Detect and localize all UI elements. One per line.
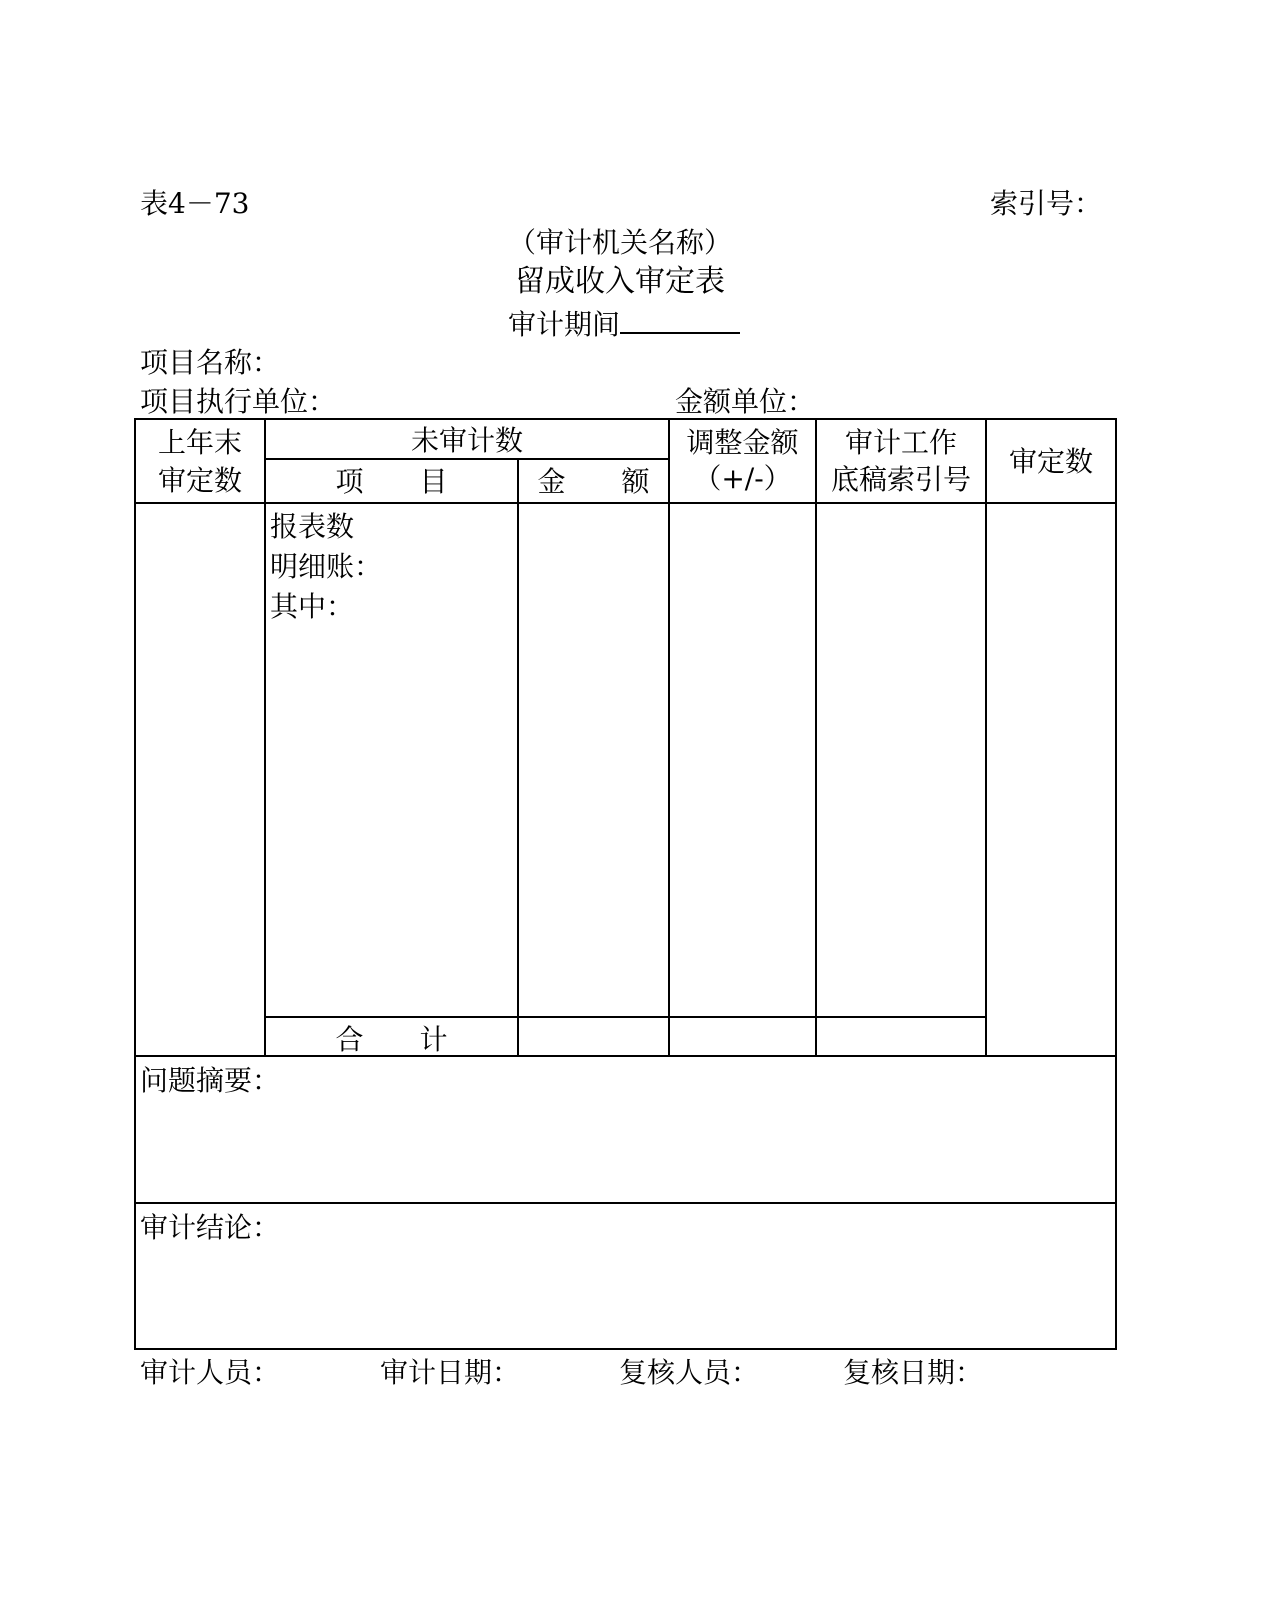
row-report-figure: 报表数 [270,510,355,543]
header-prior-year-line2: 审定数 [157,464,242,497]
auditor-label: 审计人员： [140,1356,281,1389]
review-date-label: 复核日期： [843,1356,984,1389]
grid-line [815,418,817,1056]
grid-line [985,418,987,1056]
audit-period [508,306,740,342]
grid-line [265,458,669,460]
executing-unit-label: 项目执行单位： [140,385,337,418]
reviewer-label: 复核人员： [619,1356,760,1389]
grid-line [264,418,266,1056]
header-prior-year-line1: 上年末 [157,426,242,459]
header-unaudited: 未审计数 [410,424,523,457]
grid-line [134,502,1117,504]
audit-period-label: 审计期间 [508,308,621,341]
grid-line [668,418,670,1056]
grid-line [265,1016,986,1018]
header-workpaper-line1: 审计工作 [844,426,957,459]
audit-conclusion-label: 审计结论： [140,1211,281,1244]
header-adjust-line2: （+/-） [693,462,792,495]
row-detail-ledger: 明细账： [270,550,383,583]
page-title: 留成收入审定表 [515,264,725,299]
project-name-label: 项目名称： [140,346,281,379]
audit-date-label: 审计日期： [380,1356,521,1389]
row-of-which: 其中： [270,590,355,623]
agency-name: （审计机关名称） [507,226,732,259]
grid-line [134,1202,1117,1204]
header-adjust-line1: 调整金额 [686,426,799,459]
grid-line [517,458,519,1056]
amount-unit-label: 金额单位： [675,385,816,418]
issue-summary-label: 问题摘要： [140,1064,281,1097]
header-workpaper-line2: 底稿索引号 [830,463,971,496]
index-number-label: 索引号： [990,187,1103,220]
header-item: 项 目 [335,465,448,498]
form-number: 表4－73 [140,187,250,220]
total-label: 合 计 [335,1023,448,1056]
header-amount: 金 额 [537,465,650,498]
header-approved: 审定数 [1008,445,1093,478]
audit-period-blank[interactable] [620,306,740,334]
